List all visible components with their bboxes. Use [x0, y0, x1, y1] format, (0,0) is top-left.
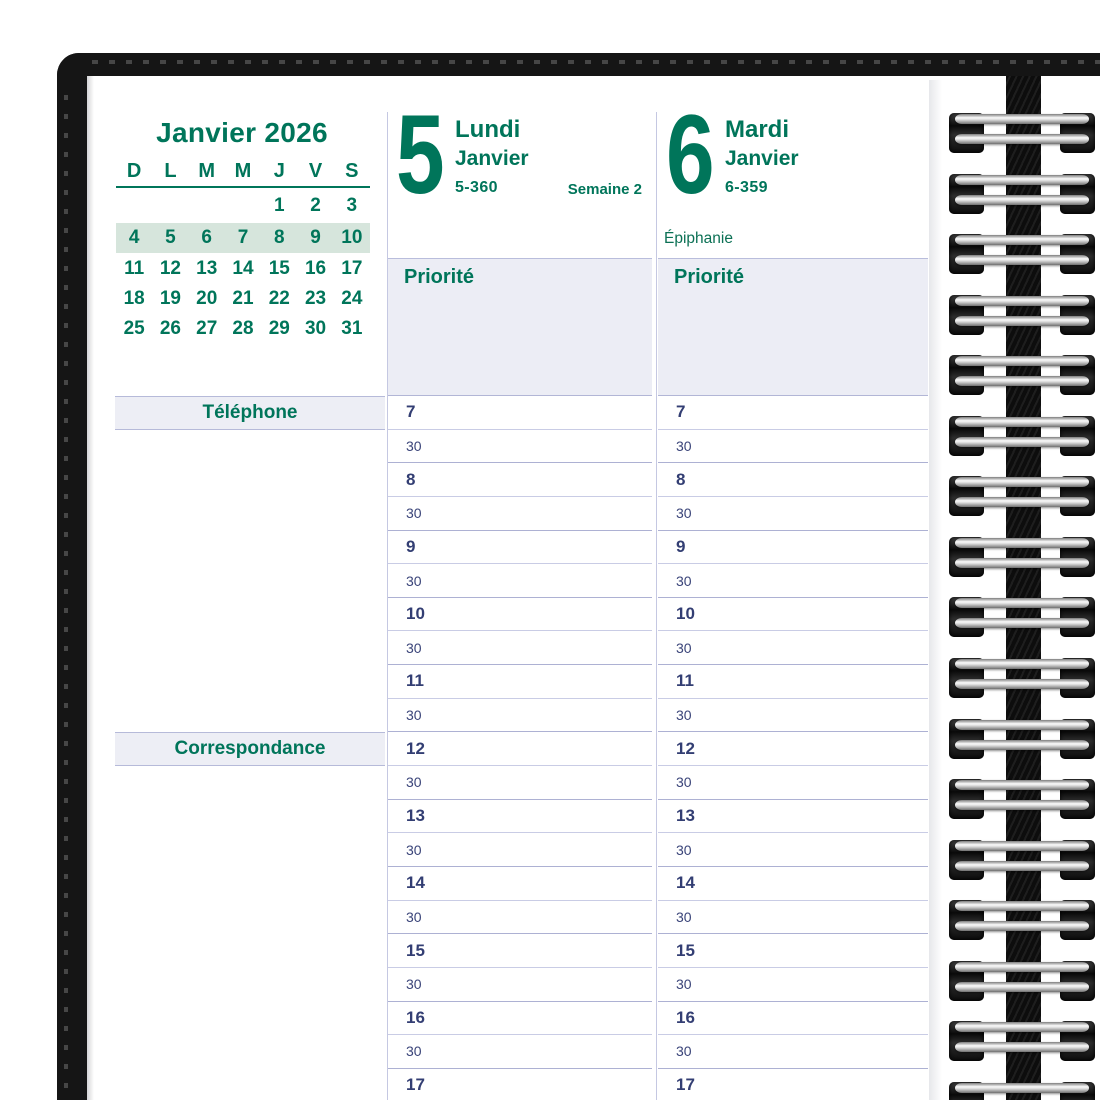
- hour-label: 15: [676, 940, 695, 960]
- mini-cal-date: 27: [196, 318, 218, 340]
- half-hour-label: 30: [676, 639, 692, 656]
- time-slot-row: [388, 665, 652, 699]
- time-slot-row: [658, 867, 928, 901]
- coil-hole-right: [1060, 476, 1095, 516]
- mini-cal-date: 5: [152, 223, 188, 253]
- mini-cal-date: 4: [116, 223, 152, 253]
- coil-hole-left: [949, 355, 984, 395]
- time-slot-row: [388, 497, 652, 531]
- mini-cal-date: 14: [232, 257, 254, 279]
- time-slot-row: [388, 901, 652, 935]
- mini-cal-date: 18: [123, 287, 145, 309]
- hour-label: 11: [406, 671, 424, 691]
- priority-label: Priorité: [674, 266, 745, 288]
- mini-cal-date: 1: [273, 194, 285, 216]
- mini-cal-date: 31: [341, 318, 363, 340]
- hour-label: 13: [676, 806, 695, 825]
- time-slot-row: [388, 396, 652, 430]
- priority-label: Priorité: [404, 266, 475, 288]
- mini-cal-date: 3: [346, 194, 358, 216]
- mini-cal-day-header: M: [189, 157, 225, 188]
- half-hour-label: 30: [406, 505, 422, 522]
- mini-cal-day-header: L: [152, 157, 188, 188]
- time-grid: [388, 396, 652, 1100]
- time-slot-row: [658, 531, 928, 565]
- day-number: 5: [396, 92, 445, 217]
- half-hour-label: 30: [676, 908, 692, 925]
- half-hour-label: 30: [676, 774, 692, 791]
- coil-hole-right: [1060, 537, 1095, 577]
- coil-hole-left: [949, 537, 984, 577]
- half-hour-label: 30: [406, 1043, 422, 1060]
- time-slot-row: [658, 699, 928, 733]
- coil-hole-left: [949, 719, 984, 759]
- time-slot-row: [388, 631, 652, 665]
- coil-hole-right: [1060, 416, 1095, 456]
- coil-hole-left: [949, 234, 984, 274]
- hour-label: 10: [676, 604, 695, 624]
- half-hour-label: 30: [406, 774, 422, 791]
- half-hour-label: 30: [676, 437, 692, 454]
- day-of-year-label: 5-360: [455, 179, 498, 196]
- mini-cal-date: 7: [225, 223, 261, 253]
- time-slot-row: [658, 396, 928, 430]
- coil-hole-right: [1060, 719, 1095, 759]
- time-slot-row: [658, 901, 928, 935]
- time-slot-row: [388, 968, 652, 1002]
- time-slot-row: [658, 430, 928, 464]
- coil-hole-left: [949, 1082, 984, 1100]
- time-slot-row: [388, 699, 652, 733]
- coil-hole-left: [949, 416, 984, 456]
- mini-cal-date: 11: [124, 257, 145, 279]
- time-slot-row: [388, 934, 652, 968]
- hour-label: 12: [676, 738, 695, 758]
- time-slot-row: [658, 732, 928, 766]
- time-slot-row: [658, 631, 928, 665]
- telephone-section-bar: [115, 396, 385, 430]
- half-hour-label: 30: [406, 572, 422, 589]
- correspondance-label: Correspondance: [174, 738, 326, 759]
- hour-label: 17: [676, 1075, 695, 1095]
- mini-cal-date: 8: [261, 223, 297, 253]
- coil-hole-right: [1060, 234, 1095, 274]
- mini-cal-date: 13: [196, 257, 218, 279]
- coil-hole-left: [949, 174, 984, 214]
- half-hour-label: 30: [676, 1043, 692, 1060]
- day-column-tuesday: [658, 0, 928, 1100]
- holiday-label: Épiphanie: [664, 230, 733, 247]
- coil-hole-left: [949, 295, 984, 335]
- time-slot-row: [388, 1035, 652, 1069]
- mini-cal-date: 30: [304, 318, 327, 340]
- mini-cal-date: [116, 188, 152, 223]
- coil-hole-left: [949, 900, 984, 940]
- mini-cal-date: 28: [232, 318, 254, 340]
- coil-hole-right: [1060, 779, 1095, 819]
- time-slot-row: [388, 732, 652, 766]
- time-slot-row: [658, 1002, 928, 1036]
- time-slot-row: [388, 531, 652, 565]
- coil-hole-left: [949, 961, 984, 1001]
- mini-cal-date: 20: [196, 287, 218, 309]
- mini-cal-date: 10: [334, 223, 370, 253]
- month-label: Janvier: [725, 147, 799, 170]
- coil-hole-right: [1060, 840, 1095, 880]
- mini-cal-date: 6: [189, 223, 225, 253]
- half-hour-label: 30: [676, 707, 692, 724]
- mini-cal-day-header: J: [261, 157, 297, 188]
- coil-hole-left: [949, 113, 984, 153]
- coil-hole-right: [1060, 113, 1095, 153]
- time-slot-row: [658, 833, 928, 867]
- mini-cal-day-header: M: [225, 157, 261, 188]
- coil-hole-left: [949, 1021, 984, 1061]
- time-slot-row: [388, 463, 652, 497]
- mini-cal-date: 21: [232, 287, 254, 309]
- hour-label: 7: [406, 402, 416, 422]
- half-hour-label: 30: [406, 908, 422, 925]
- time-slot-row: [388, 598, 652, 632]
- coil-hole-left: [949, 779, 984, 819]
- mini-cal-date: 22: [268, 287, 290, 309]
- mini-cal-date: 2: [310, 194, 321, 216]
- week-number-label: Semaine 2: [567, 181, 642, 198]
- mini-cal-day-header: S: [334, 157, 370, 188]
- mini-cal-date: 15: [268, 257, 290, 279]
- time-slot-row: [658, 463, 928, 497]
- cover-inner-shadow: [87, 76, 94, 1100]
- coil-hole-left: [949, 840, 984, 880]
- time-slot-row: [388, 867, 652, 901]
- elastic-strap: [1006, 54, 1041, 1100]
- coil-hole-right: [1060, 1082, 1095, 1100]
- time-slot-row: [658, 665, 928, 699]
- coil-hole-left: [949, 597, 984, 637]
- hour-label: 12: [406, 738, 425, 758]
- time-slot-row: [658, 564, 928, 598]
- time-slot-row: [388, 564, 652, 598]
- telephone-label: Téléphone: [202, 402, 298, 423]
- half-hour-label: 30: [406, 841, 422, 858]
- mini-cal-date: 9: [297, 223, 333, 253]
- half-hour-label: 30: [406, 639, 422, 656]
- hour-label: 11: [676, 671, 694, 691]
- half-hour-label: 30: [676, 976, 692, 993]
- time-slot-row: [658, 800, 928, 834]
- coil-hole-right: [1060, 1021, 1095, 1061]
- page-edge-shadow: [929, 80, 942, 1100]
- month-label: Janvier: [455, 147, 529, 170]
- coil-hole-left: [949, 476, 984, 516]
- time-slot-row: [658, 934, 928, 968]
- mini-cal-date: 29: [268, 318, 290, 340]
- hour-label: 13: [406, 806, 425, 825]
- hour-label: 7: [676, 402, 686, 422]
- time-slot-row: [388, 833, 652, 867]
- mini-cal-date: 24: [341, 287, 363, 309]
- half-hour-label: 30: [676, 841, 692, 858]
- coil-hole-right: [1060, 174, 1095, 214]
- coil-hole-right: [1060, 900, 1095, 940]
- mini-cal-date: [152, 188, 188, 223]
- time-slot-row: [658, 1035, 928, 1069]
- half-hour-label: 30: [676, 572, 692, 589]
- mini-cal-date: 23: [304, 287, 327, 309]
- day-column-monday: [388, 0, 652, 1100]
- hour-label: 15: [406, 940, 425, 960]
- column-separator: [656, 112, 657, 1100]
- hour-label: 9: [676, 536, 686, 556]
- time-slot-row: [658, 968, 928, 1002]
- mini-cal-date: 19: [159, 287, 181, 309]
- mini-cal-date: [225, 188, 261, 223]
- month-title: Janvier 2026: [156, 117, 328, 148]
- mini-cal-day-header: D: [116, 157, 152, 188]
- mini-cal-date: 25: [123, 318, 145, 340]
- half-hour-label: 30: [406, 976, 422, 993]
- hour-label: 8: [676, 469, 686, 489]
- weekday-label: Mardi: [725, 116, 790, 143]
- time-slot-row: [388, 766, 652, 800]
- coil-hole-right: [1060, 658, 1095, 698]
- mini-cal-date: [189, 188, 225, 223]
- priority-box: [658, 258, 928, 396]
- time-slot-row: [388, 800, 652, 834]
- hour-label: 9: [406, 536, 416, 556]
- half-hour-label: 30: [676, 505, 692, 522]
- time-slot-row: [658, 1069, 928, 1100]
- mini-cal-date: 12: [159, 257, 181, 279]
- coil-hole-left: [949, 658, 984, 698]
- weekday-label: Lundi: [455, 116, 521, 143]
- priority-box: [388, 258, 652, 396]
- correspondance-section-bar: [115, 732, 385, 766]
- half-hour-label: 30: [406, 707, 422, 724]
- time-slot-row: [388, 1069, 652, 1100]
- time-slot-row: [388, 430, 652, 464]
- mini-cal-date: 26: [159, 318, 181, 340]
- hour-label: 10: [406, 604, 425, 624]
- mini-cal-date: 17: [341, 257, 363, 279]
- mini-calendar: [116, 157, 370, 345]
- hour-label: 17: [406, 1075, 425, 1095]
- coil-hole-right: [1060, 961, 1095, 1001]
- coil-hole-right: [1060, 355, 1095, 395]
- cover-stitching: [64, 95, 68, 1100]
- time-grid: [658, 396, 928, 1100]
- half-hour-label: 30: [406, 437, 422, 454]
- coil-hole-right: [1060, 295, 1095, 335]
- hour-label: 14: [406, 873, 425, 893]
- day-of-year-label: 6-359: [725, 179, 768, 196]
- mini-cal-day-header: V: [297, 157, 333, 188]
- time-slot-row: [658, 766, 928, 800]
- time-slot-row: [388, 1002, 652, 1036]
- hour-label: 16: [406, 1007, 425, 1027]
- day-number: 6: [666, 92, 715, 217]
- time-slot-row: [658, 598, 928, 632]
- coil-hole-right: [1060, 597, 1095, 637]
- hour-label: 8: [406, 469, 416, 489]
- cover-stitching: [92, 60, 1100, 64]
- hour-label: 16: [676, 1007, 695, 1027]
- time-slot-row: [658, 497, 928, 531]
- mini-cal-date: 16: [304, 257, 327, 279]
- hour-label: 14: [676, 873, 695, 893]
